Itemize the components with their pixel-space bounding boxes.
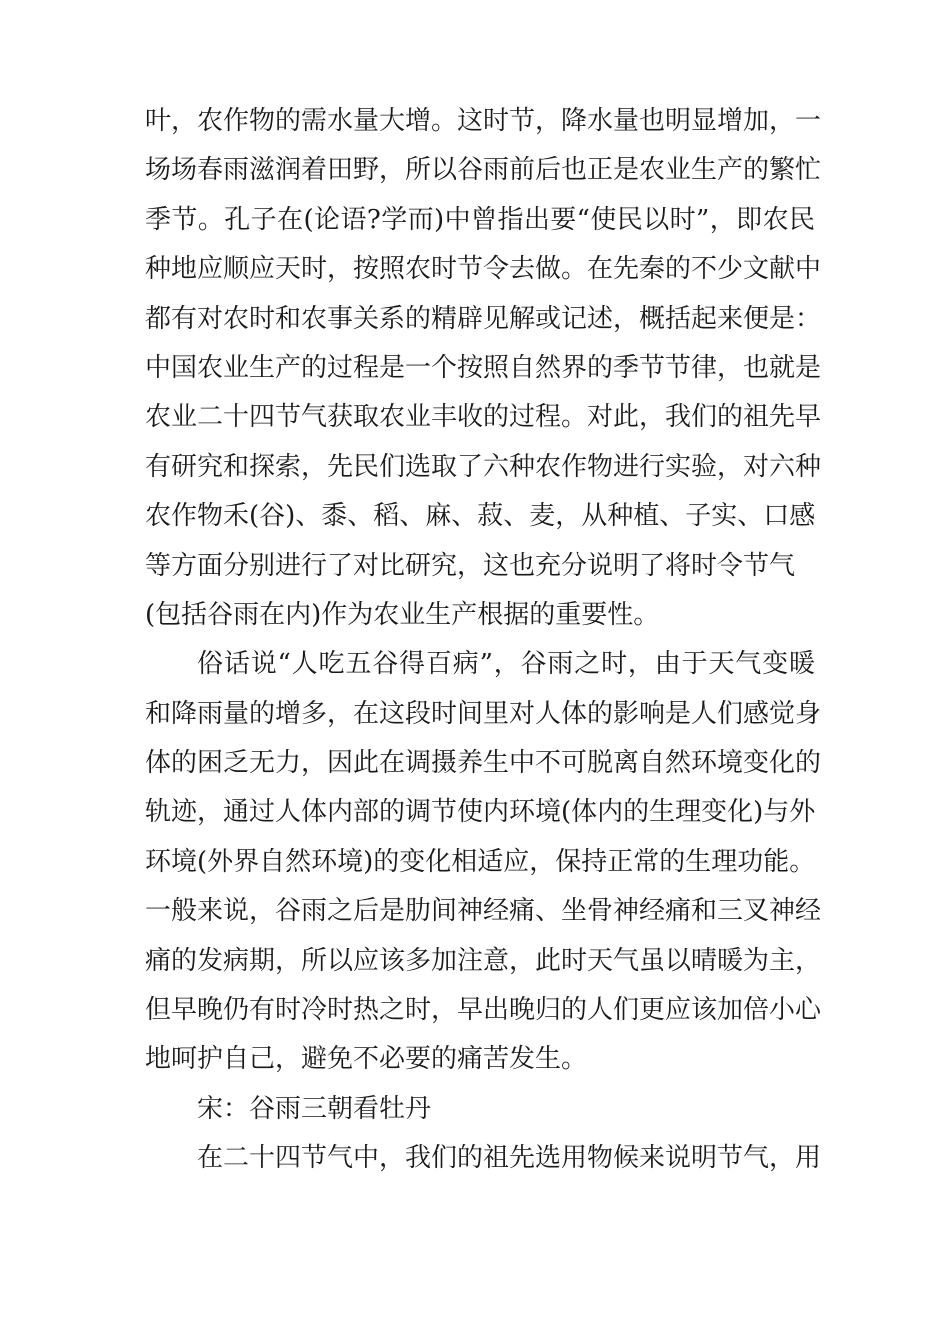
- text-line: 季节。孔子在(论语?学而)中曾指出要“使民以时”，即农民: [145, 204, 815, 235]
- text-line: 农业二十四节气获取农业丰收的过程。对此，我们的祖先早: [145, 402, 822, 433]
- text-line: 体的困乏无力，因此在调摄养生中不可脱离自然环境变化的: [145, 748, 822, 779]
- text-line: 环境(外界自然环境)的变化相适应，保持正常的生理功能。: [145, 846, 816, 877]
- text-line: 轨迹，通过人体内部的调节使内环境(体内的生理变化)与外: [145, 797, 816, 828]
- text-line: 农作物禾(谷)、黍、稻、麻、菽、麦，从种植、子实、口感: [145, 501, 816, 532]
- paragraph-first-line: 俗话说“人吃五谷得百病”，谷雨之时，由于天气变暖: [197, 649, 815, 680]
- text-line: 场场春雨滋润着田野，所以谷雨前后也正是农业生产的繁忙: [145, 155, 822, 186]
- paragraph-first-line: 在二十四节气中，我们的祖先选用物候来说明节气，用: [197, 1143, 822, 1174]
- text-line: 都有对农时和农事关系的精辟见解或记述，概括起来便是：: [145, 303, 822, 334]
- text-line: 中国农业生产的过程是一个按照自然界的季节节律，也就是: [145, 352, 822, 383]
- text-line: 有研究和探索，先民们选取了六种农作物进行实验，对六种: [145, 451, 822, 482]
- text-line: 但早晚仍有时冷时热之时，早出晚归的人们更应该加倍小心: [145, 995, 822, 1026]
- text-line: 地呵护自己，避免不必要的痛苦发生。: [145, 1044, 588, 1075]
- document-body: [145, 97, 822, 1184]
- text-line: 等方面分别进行了对比研究，这也充分说明了将时令节气: [145, 550, 796, 581]
- section-heading: 宋：谷雨三朝看牡丹: [197, 1093, 432, 1124]
- text-line: 一般来说，谷雨之后是肋间神经痛、坐骨神经痛和三叉神经: [145, 896, 822, 927]
- text-line: 叶，农作物的需水量大增。这时节，降水量也明显增加，一: [145, 106, 822, 136]
- text-line: 痛的发病期，所以应该多加注意，此时天气虽以晴暖为主，: [145, 945, 822, 976]
- text-line: (包括谷雨在内)作为农业生产根据的重要性。: [145, 599, 660, 630]
- text-line: 和降雨量的增多，在这段时间里对人体的影响是人们感觉身: [145, 698, 822, 729]
- text-line: 种地应顺应天时，按照农时节令去做。在先秦的不少文献中: [145, 254, 822, 285]
